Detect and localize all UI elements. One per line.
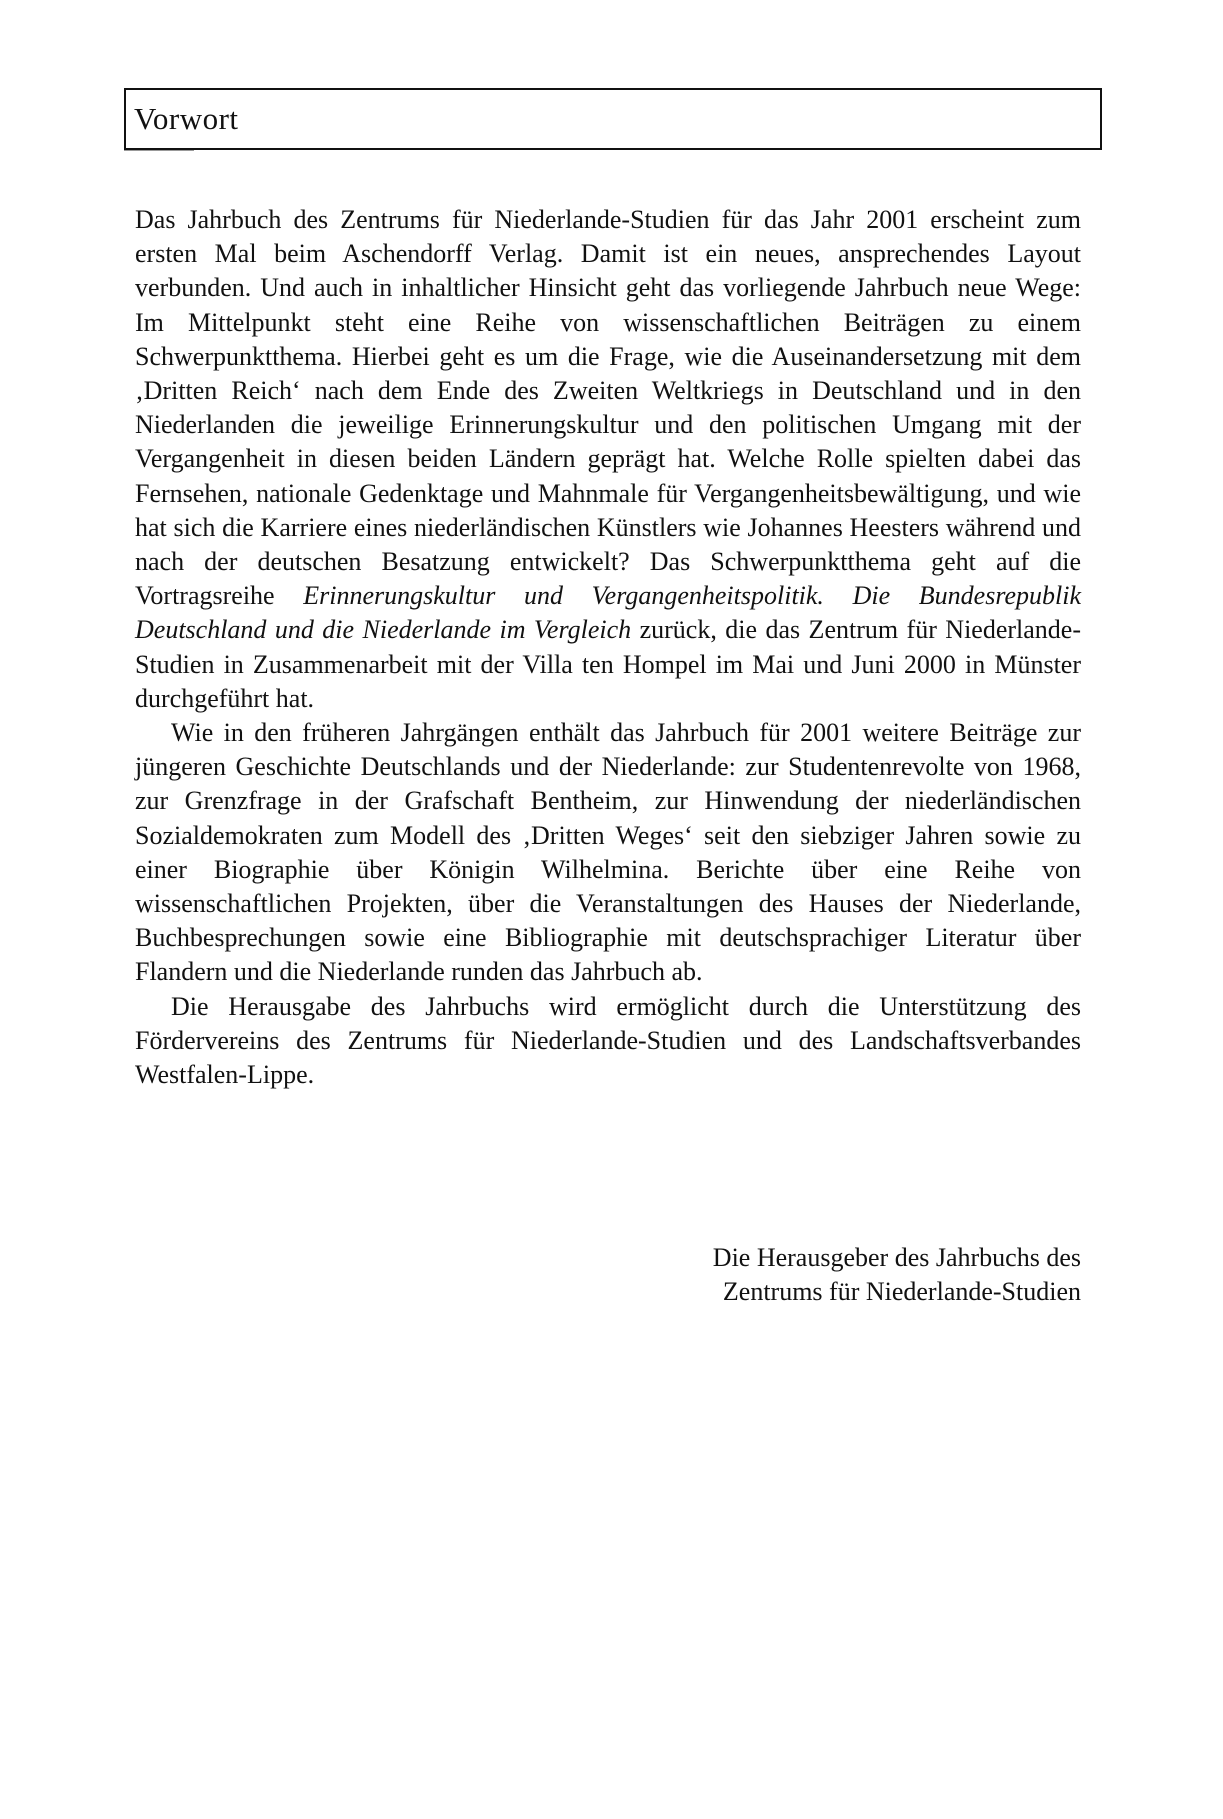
signature: [713, 1241, 1081, 1309]
paragraph-2: Wie in den früheren Jahrgängen enthält das Jahrbuch für 2001 weitere Beiträge zur jüngeren Geschichte Deutschlands und der Niederlande: zur Studentenrevolte von 1968, zur Grenzfrage in der Grafschaft Bentheim, zur Hinwendung der niederländischen Sozialdemokraten zum Modell des ‚Dritten Weges‘ seit den siebziger Jahren sowie zu einer Biographie über Königin Wilhelmina. Berichte über eine Reihe von wissenschaftlichen Projekten, über die Veranstaltungen des Hauses der Niederlande, Buchbesprechungen sowie eine Bibliographie mit deutschsprachiger Literatur über Flandern und die Niederlande runden das Jahrbuch ab.: [135, 718, 1081, 987]
signature-line-2: Zentrums für Niederlande-Studien: [722, 1277, 1081, 1307]
paragraph-1-text-b: zurück, die das Zentrum für Niederlande-Studien in Zusammenarbeit mit der Villa ten Hompel im Mai und Juni 2000 in Münster durchgeführt hat.: [135, 615, 1081, 713]
heading-frame: [124, 88, 1102, 150]
paragraph-1-text-a: Das Jahrbuch des Zentrums für Niederlande-Studien für das Jahr 2001 erscheint zum ersten Mal beim Aschendorff Verlag. Damit ist ein neues, ansprechendes Layout verbunden. Und auch in inhaltlicher Hinsicht geht das vorliegende Jahrbuch neue Wege: Im Mittelpunkt steht eine Reihe von wissenschaftlichen Beiträgen zu einem Schwerpunktthema. Hierbei geht es um die Frage, wie die Auseinandersetzung mit dem ‚Dritten Reich‘ nach dem Ende des Zweiten Weltkriegs in Deutschland und in den Niederlanden die jeweilige Erinnerungskultur und den politischen Umgang mit der Vergangenheit in diesen beiden Ländern geprägt hat. Welche Rolle spielten dabei das Fernsehen, nationale Gedenktage und Mahnmale für Vergangenheitsbewältigung, und wie hat sich die Karriere eines niederländischen Künstlers wie Johannes Heesters während und nach der deutschen Besatzung entwickelt? Das Schwerpunktthema geht auf die Vortragsreihe: [135, 205, 1081, 611]
paragraph-1: [135, 203, 1081, 716]
signature-line-1: Die Herausgeber des Jahrbuchs des: [712, 1243, 1081, 1272]
paragraph-3: Die Herausgabe des Jahrbuchs wird ermöglicht durch die Unterstützung des Fördervereins des Zentrums für Niederlande-Studien und des Landschaftsverbandes Westfalen-Lippe.: [135, 991, 1081, 1090]
page-title: Vorwort: [134, 101, 239, 136]
lecture-series-title: Erinnerungskultur und Vergangenheitspolitik. Die Bundesrepublik Deutschland und die Niederlande im Vergleich: [135, 581, 1082, 645]
frame-divider: [124, 150, 194, 151]
body-text: [135, 203, 1081, 1092]
